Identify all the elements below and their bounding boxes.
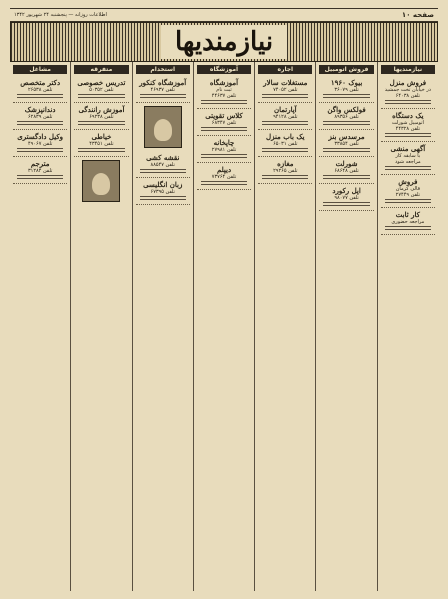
text-lines	[385, 100, 431, 105]
ad-title: آموزشگاه کنکور	[139, 78, 187, 87]
column-heading: آموزشگاه	[197, 65, 251, 74]
face-shape	[92, 173, 110, 195]
ad-title: وکیل دادگستری	[17, 132, 64, 141]
classified-ad	[319, 184, 373, 211]
ad-title: آگهی منشی	[390, 144, 426, 153]
ad-title: نقشه کشی	[146, 153, 180, 162]
classified-ad	[258, 76, 312, 103]
ad-title: آموزشگاه	[209, 78, 239, 87]
classified-ad	[319, 76, 373, 103]
ad-title: فولکس واگن	[327, 105, 366, 114]
column-heading: استخدام	[136, 65, 190, 74]
ad-title: شورلت	[335, 159, 358, 168]
ad-text: تلفن ۴۴۶۳۷	[211, 93, 237, 99]
text-lines	[323, 202, 369, 207]
text-lines	[262, 121, 308, 126]
text-lines	[262, 94, 308, 99]
ad-text: تلفن ۸۸۵۴۷	[150, 162, 175, 168]
classified-ad	[381, 76, 435, 109]
ad-text: تلفن ۹۴۱۲۸	[273, 114, 298, 120]
classified-ad	[13, 157, 67, 184]
text-lines	[140, 196, 186, 201]
ad-text: تلفن ۸۹۳۵۶	[334, 114, 359, 120]
text-lines	[201, 100, 247, 105]
text-lines	[201, 181, 247, 186]
text-lines	[78, 121, 124, 126]
text-lines	[385, 166, 431, 171]
ad-title: بیوک ۱۹۶۰	[330, 78, 363, 87]
classified-ad	[13, 103, 67, 130]
ad-text: تلفن ۶۴۰۳۸	[395, 93, 421, 99]
classified-ad	[319, 103, 373, 130]
ad-title: فروش منزل	[389, 78, 427, 87]
text-lines	[323, 175, 369, 180]
header-bar	[10, 8, 438, 22]
ad-text: تلفن ۳۱۲۸۴	[27, 168, 53, 174]
ad-text: اتومبیل شورلت	[391, 120, 424, 126]
ad-title: فروش	[398, 177, 418, 186]
ad-text: مراجعه حضوری	[391, 219, 425, 225]
classified-ad	[197, 76, 251, 109]
ad-title: مستغلات سالار	[263, 78, 308, 87]
classified-ad	[136, 178, 190, 205]
ad-title: چاپخانه	[213, 138, 235, 147]
ad-title: مترجم	[30, 159, 50, 168]
ad-text: تلفن ۷۴۰۵۲	[273, 87, 298, 93]
portrait-photo	[144, 106, 182, 148]
ad-title: کلاس تقویتی	[205, 111, 243, 120]
column-heading: اجاره	[258, 65, 312, 74]
ad-text: تلفن ۳۶۰۷۹	[334, 87, 359, 93]
text-lines	[78, 94, 124, 99]
ad-title: مغازه	[277, 159, 294, 168]
classified-ad	[136, 76, 190, 103]
ad-text: تلفن ۶۷۳۹۵	[150, 189, 175, 195]
ad-title: کار ثابت	[395, 210, 420, 219]
text-lines	[17, 148, 63, 153]
classified-ad	[74, 130, 128, 157]
classified-ad	[13, 130, 67, 157]
ad-column	[193, 62, 254, 591]
ad-title: یک دستگاه	[392, 111, 424, 120]
text-lines	[140, 169, 186, 174]
ad-title: مرسدس بنز	[328, 132, 365, 141]
ad-text: تلفن ۶۲۸۳۹	[27, 114, 53, 120]
ad-title: دکتر متخصص	[20, 78, 61, 87]
ad-columns	[10, 62, 438, 591]
text-lines	[385, 226, 431, 231]
ad-text: تلفن ۲۹۲۶۵	[273, 168, 298, 174]
masthead-title: نیازمندیها	[161, 25, 287, 59]
ad-text: تلفن ۹۸۰۷۷	[334, 195, 359, 201]
text-lines	[17, 121, 63, 126]
text-lines	[201, 154, 247, 159]
column-heading: نیازمندیها	[381, 65, 435, 74]
column-heading: متفرقه	[74, 65, 128, 74]
classified-ad	[381, 109, 435, 142]
ad-text: تلفن ۴۹۰۶۷	[27, 141, 53, 147]
classified-ad	[74, 76, 128, 103]
ad-column	[254, 62, 315, 591]
ad-column	[377, 62, 438, 591]
ad-title: اپل رکورد	[332, 186, 361, 195]
classified-ad	[13, 76, 67, 103]
ad-title: تدریس خصوصی	[77, 78, 126, 87]
text-lines	[323, 148, 369, 153]
ad-text: تلفن ۴۴۳۲۸	[395, 126, 421, 132]
text-lines	[385, 133, 431, 138]
ad-text: تلفن ۲۷۹۸۱	[211, 147, 237, 153]
ad-text: قالی کرمان	[395, 186, 420, 192]
ad-column	[70, 62, 131, 591]
ad-text: تلفن ۴۳۴۵۱	[89, 141, 114, 147]
masthead	[10, 22, 438, 62]
ad-title: زبان انگلیسی	[143, 180, 183, 189]
text-lines	[17, 175, 63, 180]
classified-ad	[197, 136, 251, 163]
ad-text: تلفن ۳۳۸۵۴	[334, 141, 359, 147]
classified-ad	[136, 151, 190, 178]
classified-ad	[197, 109, 251, 136]
portrait-photo	[82, 160, 120, 202]
classified-ad	[74, 103, 128, 130]
face-shape	[154, 119, 172, 141]
text-lines	[78, 148, 124, 153]
column-heading: فروش اتومبیل	[319, 65, 373, 74]
classified-ad	[381, 142, 435, 175]
classified-ad	[319, 157, 373, 184]
classified-ad	[258, 130, 312, 157]
ad-text: تلفن ۵۰۳۵۲	[89, 87, 114, 93]
classified-ad	[319, 130, 373, 157]
ad-title: آموزش رانندگی	[78, 105, 125, 114]
page-number: صفحه ۱۰	[401, 11, 434, 19]
ad-text: تلفن ۷۳۷۶۴	[211, 174, 237, 180]
text-lines	[323, 121, 369, 126]
text-lines	[17, 94, 63, 99]
ad-column	[315, 62, 376, 591]
ad-text: تلفن ۴۶۹۳۷	[150, 87, 175, 93]
ad-text: تلفن ۲۷۴۴۹	[395, 192, 421, 198]
ad-title: دیپلم	[216, 165, 232, 174]
ad-text: با سابقه کار	[395, 153, 421, 159]
ad-title: آپارتمان	[273, 105, 297, 114]
text-lines	[262, 148, 308, 153]
text-lines	[323, 94, 369, 99]
text-lines	[262, 175, 308, 180]
classified-ad	[258, 103, 312, 130]
ad-title: خیاطی	[91, 132, 112, 141]
ad-title: یک باب منزل	[266, 132, 305, 141]
column-heading: مشاغل	[13, 65, 67, 74]
ad-text: ثبت نام	[216, 87, 232, 93]
text-lines	[385, 199, 431, 204]
text-lines	[201, 127, 247, 132]
ad-text: تلفن ۶۵۰۳۱	[273, 141, 298, 147]
ad-text: تلفن ۶۹۲۳۸	[89, 114, 114, 120]
ad-text: تلفن ۶۸۳۴۷	[211, 120, 237, 126]
ad-text: تلفن ۲۶۵۳۸	[27, 87, 53, 93]
ad-text: مراجعه شود	[395, 159, 421, 165]
classified-ad	[381, 208, 435, 235]
ad-text: تلفن ۶۸۶۴۸	[334, 168, 359, 174]
issue-info: اطلاعات روزانه — پنجشنبه ۲۴ شهریور ۱۳۴۲	[14, 12, 107, 18]
ad-title: دندانپزشک	[24, 105, 56, 114]
text-lines	[140, 94, 186, 99]
ad-text: در خیابان تخت جمشید	[384, 87, 431, 93]
ad-column	[10, 62, 70, 591]
ad-column	[132, 62, 193, 591]
classified-ad	[197, 163, 251, 190]
classified-ad	[381, 175, 435, 208]
classified-ad	[258, 157, 312, 184]
